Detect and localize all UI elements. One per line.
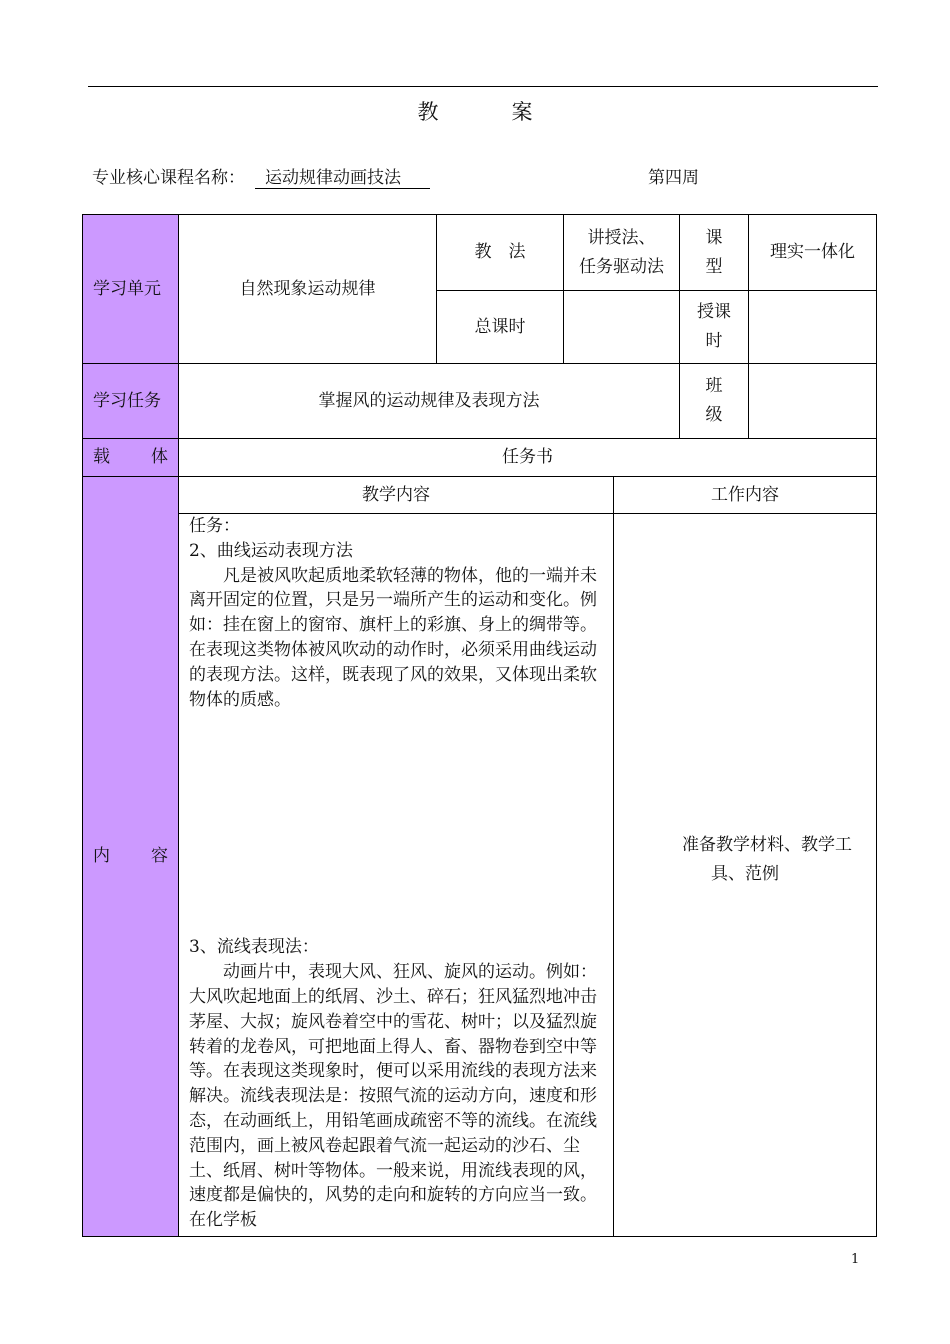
type-label-line-1: 课 [705,227,723,248]
content-spacer [189,712,605,935]
work-content-line-2: 具、范例 [711,864,779,884]
work-content-line-1: 准备教学材料、教学工 [682,835,852,856]
unit-value: 自然现象运动规律 [179,215,437,364]
carrier-label-1: 载 [93,447,110,468]
carrier-value: 任务书 [179,439,877,477]
item3-heading: 3、流线表现法： [189,937,319,958]
method-value [564,215,680,291]
type-label [680,215,749,291]
content-label-2: 容 [151,846,168,867]
lesson-plan-table [82,214,877,1237]
type-value: 理实一体化 [749,215,877,291]
teaching-content-body [179,514,614,1237]
carrier-label-2: 体 [151,447,168,468]
top-rule [88,86,878,87]
content-label-1: 内 [93,846,110,867]
course-name: 运动规律动画技法 [255,163,430,189]
item3-body: 动画片中，表现大风、狂风、旋风的运动。例如：大风吹起地面上的纸屑、沙土、碎石；狂风猛烈地冲击茅屋、大叔；旋风卷着空中的雪花、树叶；以及猛烈旋转着的龙卷风，可把地面上得人、畜、器物卷到空中等等。在表现这类现象时，便可以采用流线的表现方法来解决。流线表现法是：按照气流的运动方向，速度和形态，在动画纸上，用铅笔画成疏密不等的流线。在流线范围内，画上被风卷起跟着气流一起运动的沙石、尘土、纸屑、树叶等物体。一般来说，用流线表现的风，速度都是偏快的，风势的走向和旋转的方向应当一致。在化学板 [189,962,597,1231]
teach-hours-label [680,291,749,364]
class-label [680,364,749,439]
content-label [83,477,179,1237]
class-label-line-2: 级 [705,405,723,425]
teach-hours-value [749,291,877,364]
work-content-body [614,514,877,1237]
task-label: 学习任务 [83,364,179,439]
unit-label: 学习单元 [83,215,179,364]
course-label: 专业核心课程名称： [92,168,245,188]
total-hours-label: 总课时 [437,291,564,364]
page-title: 教 案 [417,100,559,124]
course-line [92,163,430,189]
type-label-line-2: 型 [705,256,723,277]
carrier-label [83,439,179,477]
class-label-line-1: 班 [705,376,723,397]
task-heading: 任务： [189,516,240,536]
teach-hours-line-2: 时 [705,331,723,351]
class-value [749,364,877,439]
method-value-line-1: 讲授法、 [587,227,656,248]
item2-body: 凡是被风吹起质地柔软轻薄的物体，他的一端并未离开固定的位置，只是另一端所产生的运动和变化。例如：挂在窗上的窗帘、旗杆上的彩旗、身上的绸带等。在表现这类物体被风吹动的动作时，必须采用曲线运动的表现方法。这样，既表现了风的效果，又体现出柔软物体的质感。 [189,565,597,710]
method-label: 教 法 [437,215,564,291]
item2-heading: 2、曲线运动表现方法 [189,540,353,561]
method-value-line-2: 任务驱动法 [579,256,664,277]
work-content-header: 工作内容 [614,477,877,514]
page-number: 1 [851,1252,860,1267]
task-value: 掌握风的运动规律及表现方法 [179,364,680,439]
week-label: 第四周 [648,168,699,188]
teach-hours-line-1: 授课 [697,302,731,323]
teaching-content-header: 教学内容 [179,477,614,514]
total-hours-value [564,291,680,364]
